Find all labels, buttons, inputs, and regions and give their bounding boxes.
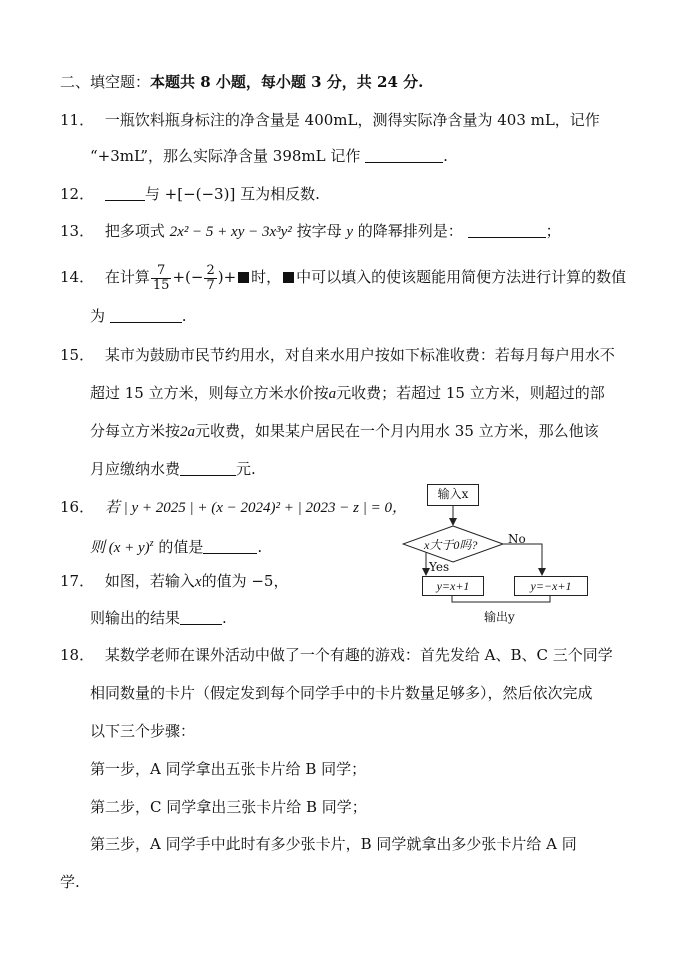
q14-plus: +(− [172, 268, 204, 286]
q14-after2: 中可以填入的使该题能用简便方法进行计算的数值 [296, 268, 627, 286]
black-square-icon [238, 272, 249, 283]
arrow-no [503, 544, 542, 574]
q12-number: 12． [60, 185, 95, 203]
q11-line1 [60, 110, 600, 130]
q17-answer-blank[interactable] [180, 610, 222, 625]
q15-number: 15． [60, 346, 95, 364]
q15-line2 [90, 383, 605, 404]
q15-line1 [60, 345, 615, 365]
q11-answer-blank[interactable] [365, 148, 443, 163]
q15-line4-a: 月应缴纳水费 [90, 460, 181, 478]
q15-answer-blank[interactable] [180, 461, 236, 476]
q12-line [60, 184, 320, 204]
q11-text-line1: 一瓶饮料瓶身标注的净含量是 400mL，测得实际净含量为 403 mL，记作 [104, 111, 600, 129]
q13-prefix: 把多项式 [104, 222, 170, 240]
flowchart-output-label: 输出y [484, 610, 515, 624]
q16-number: 16． [60, 498, 95, 516]
q18-line1 [60, 645, 613, 665]
q14-end: . [181, 307, 187, 325]
q15-line2-a: 超过 15 立方米，则每立方米水价按 [90, 384, 329, 402]
q14-close: )+ [217, 268, 237, 286]
q16-text: 的值是 [153, 538, 204, 556]
q13-mid: 按字母 [291, 222, 347, 240]
q13-line [60, 221, 561, 242]
q17-line1-a: 如图，若输入 [104, 572, 195, 590]
q16-answer-blank[interactable] [203, 539, 257, 554]
q15-line4 [90, 459, 256, 479]
q18-step3: 第三步，A 同学手中此时有多少张卡片，B 同学就拿出多少张卡片给 A 同 [90, 835, 577, 853]
q15-line2-b: 元收费；若超过 15 立方米，则超过的部 [336, 384, 605, 402]
q14-fraction-2 [204, 264, 216, 293]
q18-number: 18． [60, 646, 95, 664]
q18-line3: 以下三个步骤： [90, 722, 196, 740]
q14-number: 14． [60, 268, 95, 286]
q18-step2: 第二步，C 同学拿出三张卡片给 B 同学； [90, 798, 367, 816]
q16-expression: 则 (x + y) [90, 540, 150, 556]
merge-left [452, 595, 502, 602]
q18-step1: 第一步，A 同学拿出五张卡片给 B 同学； [90, 760, 367, 778]
q14-fraction-1-numerator: 7 [151, 264, 172, 279]
q14-fraction-1 [151, 264, 172, 293]
q14-prefix: 在计算 [104, 268, 150, 286]
q18-line2: 相同数量的卡片（假定发到每个同学手中的卡片数量足够多），然后依次完成 [90, 684, 593, 702]
flowchart-decision-label: x大于0吗? [424, 538, 478, 552]
q15-line4-b: 元. [236, 460, 256, 478]
section-heading-label: 二、填空题： [60, 73, 151, 91]
q13-variable: y [346, 224, 354, 240]
q12-answer-blank[interactable] [105, 186, 145, 201]
q14-fraction-2-denominator: 7 [206, 277, 215, 293]
q17-number: 17． [60, 572, 95, 590]
q18-text-line1: 某数学老师在课外活动中做了一个有趣的游戏：首先发给 A、B、C 三个同学 [104, 646, 613, 664]
q16-line1 [60, 497, 407, 518]
q13-number: 13． [60, 222, 95, 240]
q14-fraction-2-numerator: 2 [206, 262, 215, 278]
flowchart [402, 474, 602, 634]
q12-text: 与 +[−(−3)] 互为相反数. [144, 185, 320, 203]
q16-equation: 若 | y + 2025 | + (x − 2024)² + | 2023 − z | = 0， [104, 500, 407, 516]
flowchart-yes-label: Yes [429, 560, 450, 574]
flowchart-input-box: 输入x [427, 484, 479, 506]
q15-variable-2a: 2a [180, 424, 196, 440]
flowchart-no-label: No [508, 532, 526, 546]
q13-answer-blank[interactable] [468, 223, 546, 238]
q15-line3-b: 元收费，如果某户居民在一个月内用水 35 立方米，那么他该 [195, 422, 599, 440]
q13-end: ； [545, 222, 561, 240]
black-square-icon [283, 272, 294, 283]
q15-line3 [90, 421, 599, 442]
q11-text-line2: “+3mL”，那么实际净含量 398mL 记作 [90, 147, 361, 165]
q13-expression: 2x² − 5 + xy − 3x³y² [169, 224, 292, 240]
merge-right [502, 595, 550, 602]
q18-step3-cont: 学. [60, 873, 80, 891]
q13-suffix: 的降幂排列是： [353, 222, 463, 240]
q16-end: . [257, 538, 263, 556]
q15-variable-a: a [328, 386, 337, 402]
q17-end: . [222, 609, 227, 627]
q17-variable: x [194, 574, 202, 590]
q11-number: 11． [60, 111, 95, 129]
q14-fraction-1-denominator: 15 [152, 277, 170, 293]
q16-exponent: z [149, 538, 154, 549]
q17-line1-b: 的值为 −5， [201, 572, 289, 590]
q17-line1 [60, 571, 288, 592]
q14-answer-blank[interactable] [110, 308, 182, 323]
q11-end: . [443, 147, 448, 165]
q15-line3-a: 分每立方米按 [90, 422, 181, 440]
section-heading-bold: 本题共 8 小题，每小题 3 分，共 24 分. [150, 73, 424, 91]
q14-line2 [90, 306, 187, 326]
q14-line1 [60, 262, 626, 293]
flowchart-right-box: y=−x+1 [514, 576, 588, 596]
q17-line2-a: 则输出的结果 [90, 609, 181, 627]
q17-line2 [90, 608, 227, 628]
q11-line2 [90, 146, 448, 166]
q14-line2-text: 为 [90, 307, 106, 325]
q15-text-line1: 某市为鼓励市民节约用水，对自来水用户按如下标准收费：若每月每户用水不 [104, 346, 615, 364]
q14-after: 时， [251, 268, 282, 286]
q16-line2 [90, 534, 262, 558]
flowchart-left-box: y=x+1 [422, 576, 484, 596]
section-heading [60, 72, 423, 92]
